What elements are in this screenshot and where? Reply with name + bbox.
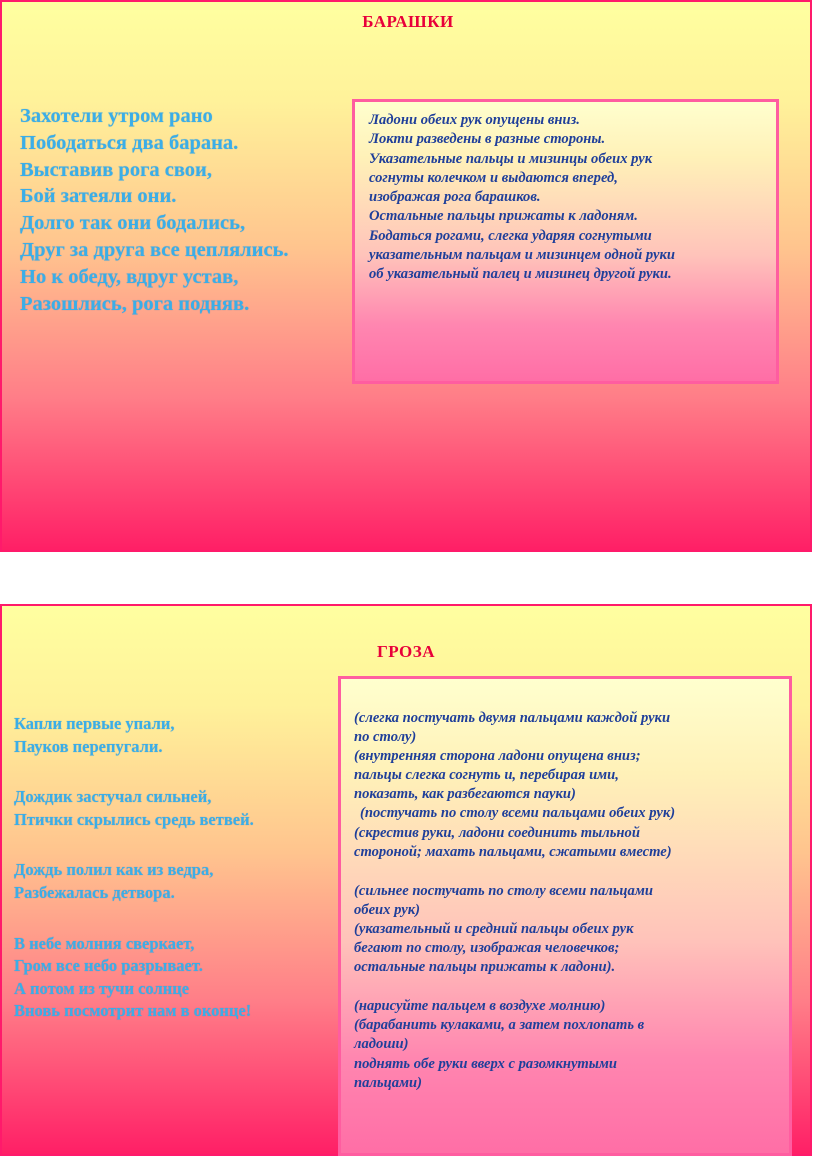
instruction-line: изображая рога барашков.	[369, 189, 541, 206]
poem-line: Дождь полил как из ведра,	[14, 860, 214, 880]
poem-line: Захотели утром рано	[20, 105, 213, 127]
instruction-line: (барабанить кулаками, а затем похлопать в	[354, 1017, 645, 1034]
instruction-line: остальные пальцы прижаты к ладони).	[354, 959, 616, 976]
instruction-line: Бодаться рогами, слегка ударяя согнутыми	[369, 227, 652, 244]
instruction-line: указательным пальцам и мизинцем одной руки	[369, 247, 676, 264]
instruction-line: (скрестив руки, ладони соединить тыльной	[354, 824, 640, 841]
instruction-line: (внутренняя сторона ладони опущена вниз;	[354, 748, 641, 765]
instruction-line: показать, как разбегаются пауки)	[354, 786, 576, 803]
instruction-line: по столу)	[354, 729, 417, 746]
poem-groza	[14, 713, 254, 1023]
card-groza	[0, 604, 812, 1156]
stanza-gap	[14, 905, 254, 933]
instruction-line: поднять обе руки вверх с разомкнутыми	[354, 1055, 618, 1072]
poem-line: Но к обеду, вдруг устав,	[20, 265, 239, 288]
instruction-line: ладоши)	[354, 1036, 409, 1053]
instruction-line: бегают по столу, изображая человечков;	[354, 940, 620, 957]
instructions-box-barashki	[352, 99, 779, 384]
poem-line: Капли первые упали,	[14, 714, 175, 733]
poem-line: А потом из тучи солнце	[14, 978, 190, 998]
poem-line: Дождик застучал сильней,	[14, 787, 212, 807]
poem-line: Выставив рога свои,	[20, 158, 212, 181]
poem-line: Птички скрылись средь ветвей.	[14, 809, 254, 829]
instruction-line: (нарисуйте пальцем в воздухе молнию)	[354, 998, 606, 1015]
stanza-gap	[354, 862, 779, 882]
instruction-line: Остальные пальцы прижаты к ладоням.	[369, 208, 638, 225]
instruction-line: (слегка постучать двумя пальцами каждой руки	[354, 710, 671, 726]
instructions-box-groza	[338, 676, 792, 1156]
card-barashki	[0, 0, 812, 552]
poem-barashki	[20, 103, 289, 317]
instruction-line: Указательные пальцы и мизинцы обеих рук	[369, 150, 653, 167]
instruction-line: (сильнее постучать по столу всеми пальцами	[354, 882, 653, 899]
instruction-line: стороной; махать пальцами, сжатыми вместе)	[354, 843, 672, 860]
instruction-line: пальцы слегка согнуть и, перебирая ими,	[354, 767, 619, 784]
poem-line: Разошлись, рога подняв.	[20, 292, 250, 315]
poem-line: Пауков перепугали.	[14, 736, 163, 756]
instruction-line: об указательный палец и мизинец другой руки.	[369, 266, 672, 283]
poem-line: Друг за друга все цеплялись.	[20, 238, 289, 261]
instruction-line: (указательный и средний пальцы обеих рук	[354, 920, 634, 937]
section-title-groza: ГРОЗА	[376, 642, 436, 661]
poem-line: Гром все небо разрывает.	[14, 956, 203, 976]
poem-line: Бой затеяли они.	[20, 185, 177, 208]
instruction-line: Ладони обеих рук опущены вниз.	[369, 112, 580, 128]
instruction-line: согнуты колечком и выдаются вперед,	[369, 169, 618, 186]
poem-line: В небе молния сверкает,	[14, 933, 195, 953]
poem-line: Вновь посмотрит нам в оконце!	[14, 1001, 252, 1021]
poem-line: Долго так они бодались,	[20, 212, 246, 235]
poem-line: Разбежалась детвора.	[14, 882, 175, 902]
poem-line: Пободаться два барана.	[20, 131, 239, 154]
stanza-gap	[354, 977, 779, 997]
stanza-gap	[14, 831, 254, 859]
instruction-line: обеих рук)	[354, 901, 420, 918]
section-title-barashki: БАРАШКИ	[362, 12, 454, 31]
instruction-line: пальцами)	[354, 1074, 422, 1091]
stanza-gap	[14, 758, 254, 786]
instruction-line: (постучать по столу всеми пальцами обеих рук)	[360, 805, 676, 822]
instruction-line: Локти разведены в разные стороны.	[369, 131, 606, 148]
